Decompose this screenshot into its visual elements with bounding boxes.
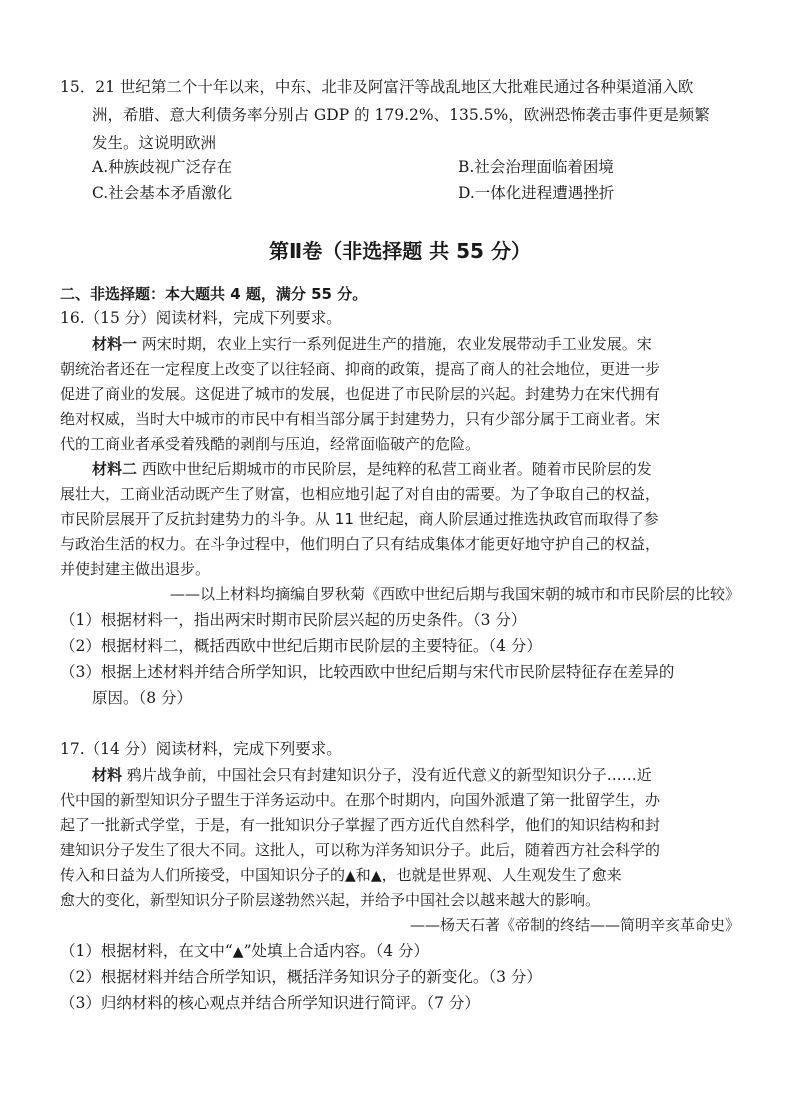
q16-material-2-line-5: 并使封建主做出退步。 bbox=[60, 560, 211, 578]
q15-stem-line-1: 15．21 世纪第二个十年以来，中东、北非及阿富汗等战乱地区大批难民通过各种渠道涌入欧 bbox=[60, 78, 694, 96]
q17-material-line-5 bbox=[60, 864, 622, 887]
q16-subquestion-1: （1）根据材料一，指出两宋时期市民阶层兴起的历史条件。（3 分） bbox=[60, 611, 527, 629]
q16-material-1-line-2: 朝统治者还在一定程度上改变了以往轻商、抑商的政策，提高了商人的社会地位，更进一步 bbox=[60, 360, 661, 378]
q17-material-line-5-start: 传入和日益为人们所接受，中国知识分子的 bbox=[60, 866, 346, 884]
q17-material-line-1 bbox=[92, 764, 652, 786]
q17-subquestion-1 bbox=[60, 940, 429, 963]
q15-option-b: B.社会治理面临着困境 bbox=[458, 158, 614, 176]
q17-material-line-6: 愈大的变化，新型知识分子阶层遂勃然兴起，并给予中国社会以越来越大的影响。 bbox=[60, 891, 601, 909]
q17-material-label: 材料 bbox=[92, 766, 123, 784]
q15-option-d: D.一体化进程遭遇挫折 bbox=[458, 184, 615, 202]
q17-subquestion-3: （3）归纳材料的核心观点并结合所学知识进行简评。（7 分） bbox=[60, 994, 480, 1012]
q16-material-2-label: 材料二 bbox=[92, 460, 138, 478]
q17-source: ——杨天石著《帝制的终结——简明辛亥革命史》 bbox=[409, 916, 740, 934]
q16-material-1-line-1 bbox=[92, 333, 652, 355]
q16-material-2-line-4: 与政治生活的权力。在斗争过程中，他们明白了只有结成集体才能更好地守护自己的权益， bbox=[60, 535, 661, 553]
q16-material-1-label: 材料一 bbox=[92, 335, 138, 353]
q16-material-1-text: 两宋时期，农业上实行一系列促进生产的措施，农业发展带动手工业发展。宋 bbox=[137, 335, 652, 353]
q16-material-2-text: 西欧中世纪后期城市的市民阶层，是纯粹的私营工商业者。随着市民阶层的发 bbox=[137, 460, 652, 478]
q15-option-a: A.种族歧视广泛存在 bbox=[92, 158, 233, 176]
q17-material-line-3: 起了一批新式学堂，于是，有一批知识分子掌握了西方近代自然科学，他们的知识结构和封 bbox=[60, 816, 661, 834]
q16-material-1-line-5: 代的工商业者承受着残酷的剥削与压迫，经常面临破产的危险。 bbox=[60, 435, 481, 453]
q16-material-2-line-2: 展壮大，工商业活动既产生了财富，也相应地引起了对自由的需要。为了争取自己的权益， bbox=[60, 485, 661, 503]
q17-subquestion-2: （2）根据材料并结合所学知识，概括洋务知识分子的新变化。（3 分） bbox=[60, 968, 542, 986]
q16-subquestion-3: （3）根据上述材料并结合所学知识，比较西欧中世纪后期与宋代市民阶层特征存在差异的 bbox=[60, 663, 675, 681]
q17-material-text: 鸦片战争前，中国社会只有封建知识分子，没有近代意义的新型知识分子……近 bbox=[122, 766, 652, 784]
q15-stem-line-2: 洲，希腊、意大利债务率分别占 GDP 的 179.2%、135.5%，欧洲恐怖袭击事件更是频繁 bbox=[92, 106, 710, 124]
section-heading: 二、非选择题：本大题共 4 题，满分 55 分。 bbox=[60, 285, 368, 303]
q16-subquestion-2: （2）根据材料二，概括西欧中世纪后期市民阶层的主要特征。（4 分） bbox=[60, 637, 542, 655]
q17-subquestion-1-end: ”处填上合适内容。（4 分） bbox=[243, 942, 430, 960]
section-title: 第Ⅱ卷（非选择题 共 55 分） bbox=[269, 239, 531, 263]
q17-material-line-2: 代中国的新型知识分子盟生于洋务运动中。在那个时期内，向国外派遣了第一批留学生，办 bbox=[60, 791, 661, 809]
q17-material-line-4: 建知识分子发生了很大不同。这批人，可以称为洋务知识分子。此后，随着西方社会科学的 bbox=[60, 841, 661, 859]
q17-subquestion-1-start: （1）根据材料，在文中“ bbox=[60, 942, 233, 960]
q16-material-2-line-1 bbox=[92, 458, 652, 480]
q16-subquestion-3-cont: 原因。（8 分） bbox=[92, 689, 193, 707]
q16-material-1-line-3: 促进了商业的发展。这促进了城市的发展，也促进了市民阶层的兴起。封建势力在宋代拥有 bbox=[60, 385, 661, 403]
q17-material-and: 和 bbox=[355, 866, 371, 884]
blank-triangle-icon-1: ▲ bbox=[345, 868, 356, 884]
q16-intro: 16.（15 分）阅读材料，完成下列要求。 bbox=[60, 309, 342, 327]
q16-material-1-line-4: 绝对权威，当时大中城市的市民中有相当部分属于封建势力，只有少部分属于工商业者。宋 bbox=[60, 410, 661, 428]
q15-option-c: C.社会基本矛盾激化 bbox=[92, 184, 233, 202]
q17-material-line-5-end: ，也就是世界观、人生观发生了愈来 bbox=[381, 866, 622, 884]
blank-triangle-icon-3: ▲ bbox=[232, 944, 244, 960]
q15-stem-line-3: 发生。这说明欧洲 bbox=[92, 134, 217, 152]
blank-triangle-icon-2: ▲ bbox=[370, 868, 382, 884]
q17-intro: 17.（14 分）阅读材料，完成下列要求。 bbox=[60, 740, 342, 758]
q16-material-2-line-3: 市民阶层展开了反抗封建势力的斗争。从 11 世纪起，商人阶层通过推选执政官而取得了参 bbox=[60, 510, 659, 528]
q16-source: ——以上材料均摘编自罗秋菊《西欧中世纪后期与我国宋朝的城市和市民阶层的比较》 bbox=[169, 585, 740, 603]
